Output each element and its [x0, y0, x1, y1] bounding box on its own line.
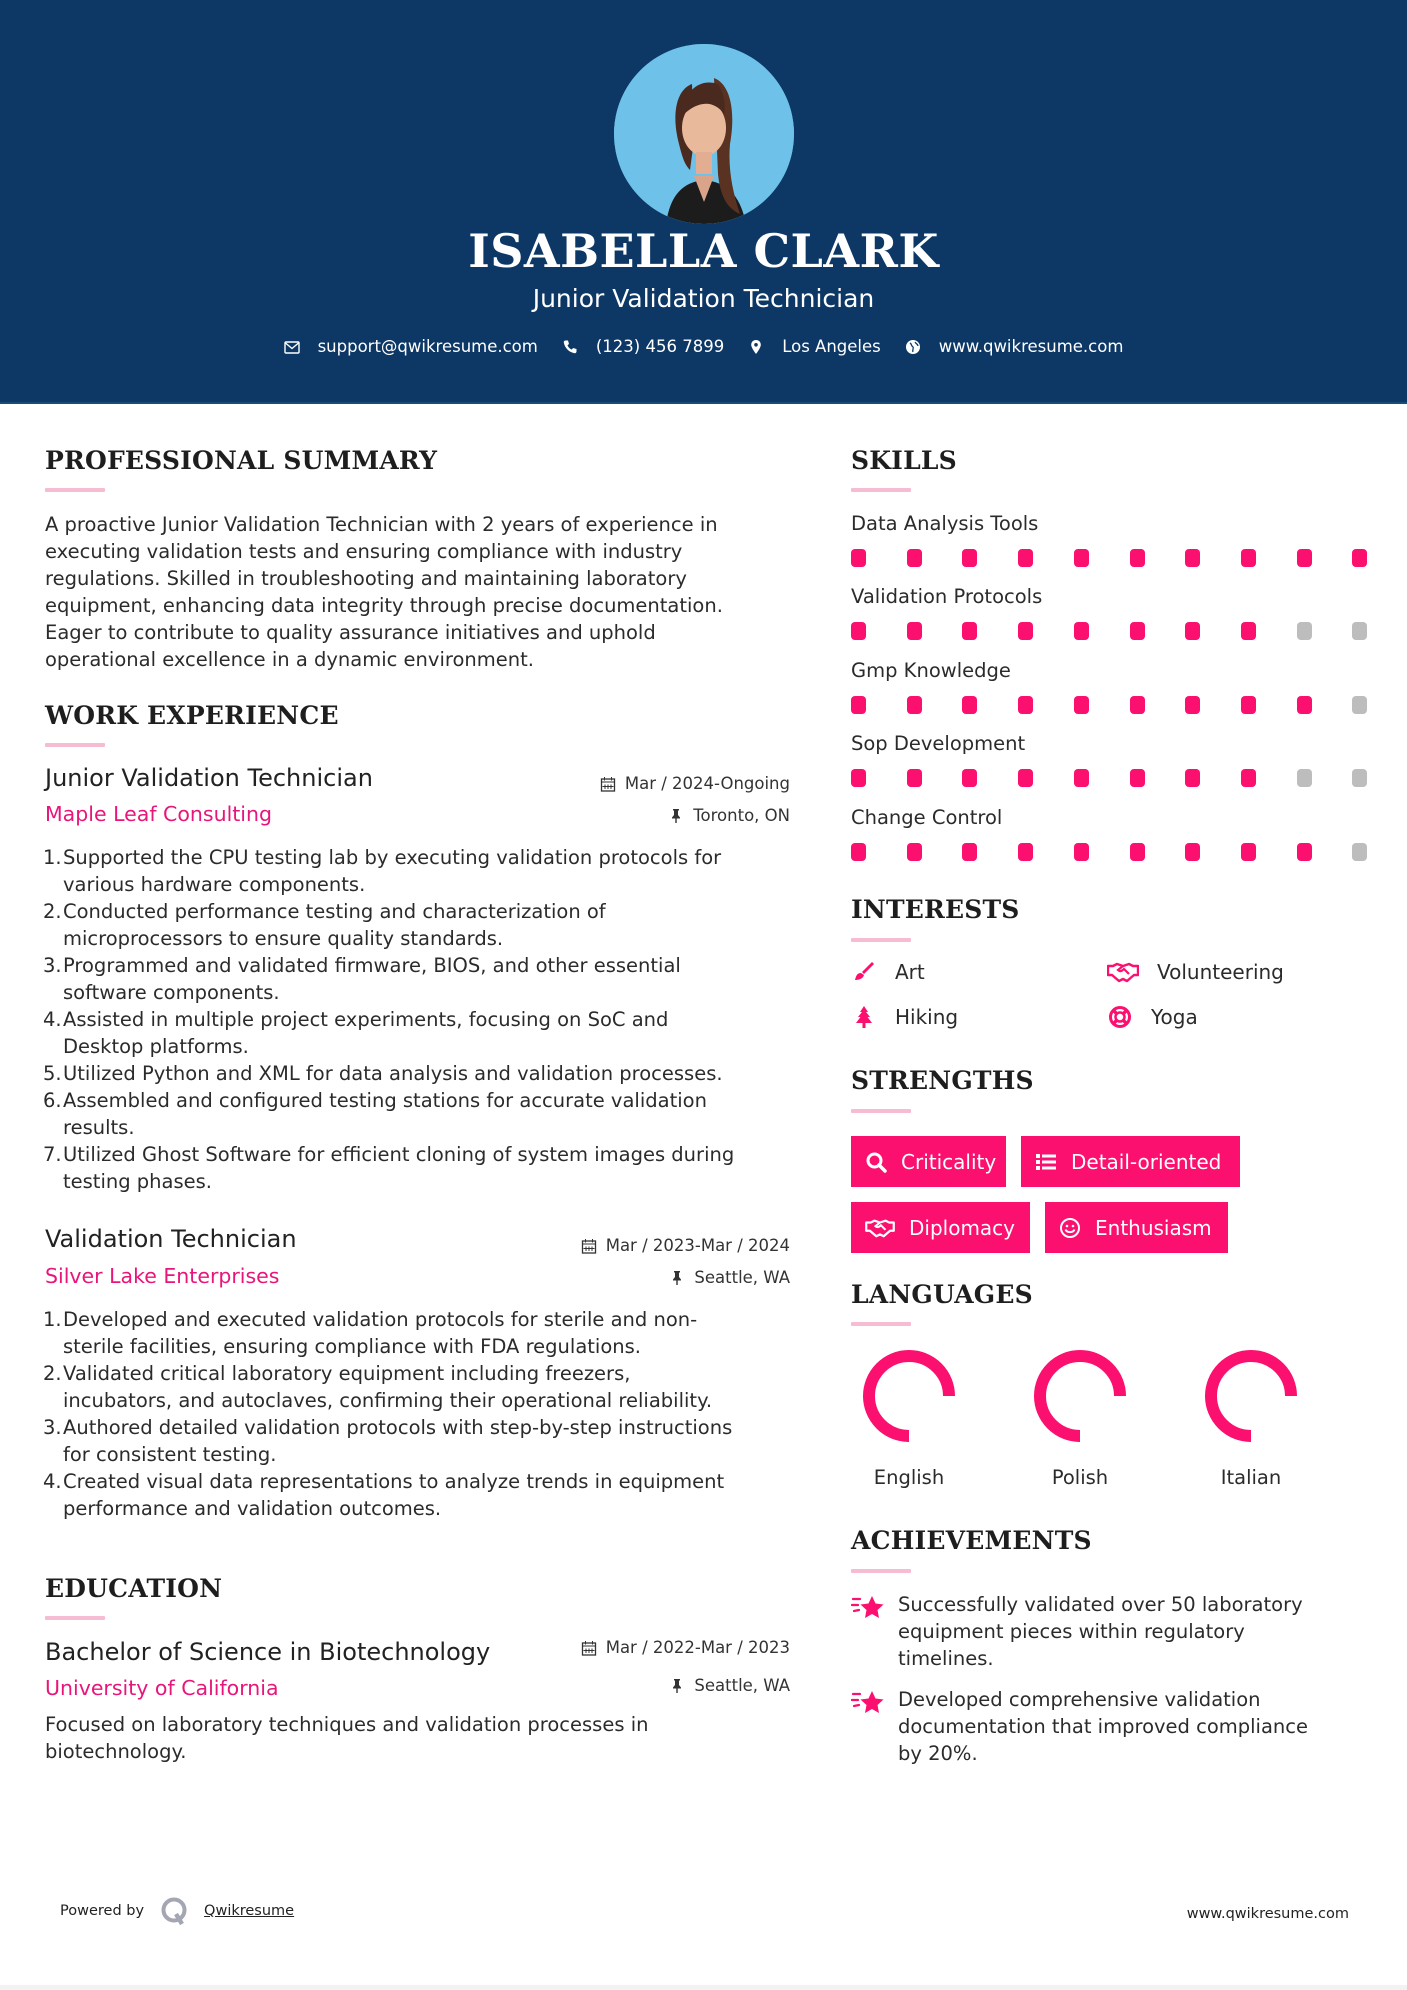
job-location-text: Toronto, ON [693, 806, 790, 825]
interest-yoga: Yoga [1107, 1005, 1198, 1029]
strengths-heading-underline [851, 1109, 911, 1113]
skill-rating [851, 622, 1371, 640]
map-marker-icon [748, 339, 764, 355]
skill-dot-filled [1241, 843, 1256, 861]
skill-dot-filled [1185, 769, 1200, 787]
skill-dot-filled [1018, 843, 1033, 861]
skill-dot-filled [1241, 769, 1256, 787]
interests-heading-underline [851, 938, 911, 942]
responsibility-item: 3. Programmed and validated firmware, BIOS, and other essential software components. [43, 954, 681, 1004]
shooting-star-icon [851, 1686, 885, 1716]
contact-website[interactable] [905, 337, 1124, 356]
job-dates [600, 774, 790, 793]
search-icon [865, 1151, 887, 1173]
experience-heading-underline [45, 743, 105, 747]
skill-dot-filled [1241, 696, 1256, 714]
skill-dot-empty [1352, 769, 1367, 787]
summary-line: regulations. Skilled in troubleshooting and maintaining laboratory [45, 567, 687, 590]
language-italian: Italian [1191, 1348, 1311, 1489]
paintbrush-icon [851, 960, 877, 984]
skill-dot-empty [1297, 622, 1312, 640]
responsibility-item: 1. Developed and executed validation protocols for sterile and non- sterile facilities, ensuring compliance with FDA regulations. [43, 1308, 698, 1358]
pushpin-icon [669, 1270, 685, 1286]
tree-icon [851, 1005, 877, 1029]
languages-heading: LANGUAGES [851, 1280, 1033, 1309]
skill-dot-filled [1074, 769, 1089, 787]
qwikresume-logo-icon [160, 1896, 190, 1926]
job-dates-text: Mar / 2023-Mar / 2024 [605, 1236, 790, 1255]
job-title: Junior Validation Technician [45, 764, 373, 792]
skill-rating [851, 549, 1371, 567]
skill-dot-filled [1130, 622, 1145, 640]
language-proficiency-ring [1203, 1348, 1299, 1444]
phone-text: (123) 456 7899 [595, 337, 725, 356]
strength-chip-enthusiasm: Enthusiasm [1045, 1202, 1228, 1253]
responsibility-item: 2. Validated critical laboratory equipment including freezers, incubators, and autoclaves, confirming their operational reliability. [43, 1362, 713, 1412]
powered-by [60, 1896, 294, 1926]
skill-dot-filled [1130, 769, 1145, 787]
strengths-heading: STRENGTHS [851, 1066, 1034, 1095]
location-text: Los Angeles [782, 337, 881, 356]
calendar-icon [581, 1640, 597, 1656]
interest-art: Art [851, 960, 925, 984]
life-ring-icon [1107, 1005, 1133, 1029]
summary-heading-underline [45, 488, 105, 492]
skill-dot-filled [1018, 622, 1033, 640]
skill-dot-filled [1297, 843, 1312, 861]
summary-line: operational excellence in a dynamic environment. [45, 648, 534, 671]
phone-icon [562, 339, 578, 355]
education-heading: EDUCATION [45, 1574, 223, 1603]
powered-by-label: Powered by [60, 1903, 145, 1919]
strength-chip-diplomacy: Diplomacy [851, 1202, 1030, 1253]
skill-dot-filled [1185, 843, 1200, 861]
page-edge [0, 1985, 1407, 1990]
job-location [668, 806, 790, 825]
skill-dot-filled [851, 622, 866, 640]
skill-dot-empty [1297, 769, 1312, 787]
summary-line: equipment, enhancing data integrity through precise documentation. [45, 594, 723, 617]
company-name: Maple Leaf Consulting [45, 802, 273, 826]
skill-dot-filled [1352, 549, 1367, 567]
skill-label: Gmp Knowledge [851, 659, 1011, 682]
candidate-name: ISABELLA CLARK [468, 224, 939, 278]
responsibility-item: 7. Utilized Ghost Software for efficient cloning of system images during testing phases. [43, 1143, 735, 1193]
summary-heading: PROFESSIONAL SUMMARY [45, 446, 438, 475]
responsibility-item: 1. Supported the CPU testing lab by executing validation protocols for various hardware components. [43, 846, 722, 896]
interest-volunteering: Volunteering [1107, 960, 1284, 984]
education-heading-underline [45, 1616, 105, 1620]
skill-label: Sop Development [851, 732, 1026, 755]
skill-dot-filled [851, 549, 866, 567]
summary-line: executing validation tests and ensuring compliance with industry [45, 540, 683, 563]
skill-dot-filled [851, 843, 866, 861]
skill-label: Data Analysis Tools [851, 512, 1039, 535]
list-icon [1035, 1151, 1057, 1173]
handshake-icon [865, 1217, 895, 1239]
skill-label: Validation Protocols [851, 585, 1043, 608]
skill-label: Change Control [851, 806, 1003, 829]
experience-heading: WORK EXPERIENCE [45, 701, 339, 730]
skill-rating [851, 769, 1371, 787]
smile-icon [1059, 1217, 1081, 1239]
job-title: Validation Technician [45, 1225, 297, 1253]
skills-heading-underline [851, 488, 911, 492]
summary-text [45, 511, 805, 673]
responsibility-item: 5. Utilized Python and XML for data analysis and validation processes. [43, 1062, 723, 1085]
education-dates-text: Mar / 2022-Mar / 2023 [605, 1638, 790, 1657]
strength-chip-criticality: Criticality [851, 1136, 1006, 1187]
skill-dot-filled [962, 622, 977, 640]
calendar-icon [600, 776, 616, 792]
skill-dot-filled [1241, 622, 1256, 640]
contact-location [748, 337, 881, 356]
skill-dot-filled [1074, 622, 1089, 640]
skill-dot-filled [1241, 549, 1256, 567]
job-location-text: Seattle, WA [694, 1268, 790, 1287]
achievement-item: Successfully validated over 50 laboratory equipment pieces within regulatory timelines. [851, 1591, 1371, 1672]
skill-dot-filled [907, 843, 922, 861]
skill-dot-empty [1352, 696, 1367, 714]
skill-dot-filled [1018, 549, 1033, 567]
skill-dot-filled [1185, 622, 1200, 640]
pushpin-icon [669, 1678, 685, 1694]
resume-header [0, 0, 1407, 404]
skill-dot-filled [1185, 696, 1200, 714]
language-proficiency-ring [1032, 1348, 1128, 1444]
skill-dot-filled [1018, 696, 1033, 714]
skill-dot-filled [1297, 549, 1312, 567]
skill-dot-filled [1297, 696, 1312, 714]
skill-rating [851, 843, 1371, 861]
job-responsibilities [45, 1306, 805, 1522]
email-text: support@qwikresume.com [317, 337, 538, 356]
education-location [669, 1676, 790, 1695]
contact-phone[interactable] [562, 337, 724, 356]
calendar-icon [581, 1238, 597, 1254]
job-responsibilities [45, 844, 805, 1195]
language-english: English [849, 1348, 969, 1489]
interest-hiking: Hiking [851, 1005, 958, 1029]
skill-dot-filled [1018, 769, 1033, 787]
summary-line: A proactive Junior Validation Technician with 2 years of experience in [45, 513, 718, 536]
contact-bar [0, 337, 1407, 356]
pushpin-icon [668, 808, 684, 824]
education-dates [581, 1638, 790, 1657]
skill-dot-filled [1130, 549, 1145, 567]
skill-dot-filled [962, 549, 977, 567]
skill-dot-filled [962, 769, 977, 787]
skill-dot-filled [962, 696, 977, 714]
skill-dot-filled [1185, 549, 1200, 567]
responsibility-item: 4. Created visual data representations to analyze trends in equipment performance and validation outcomes. [43, 1470, 725, 1520]
achievements-heading-underline [851, 1569, 911, 1573]
skill-dot-filled [851, 769, 866, 787]
skill-dot-filled [1130, 696, 1145, 714]
job-dates-text: Mar / 2024-Ongoing [624, 774, 790, 793]
job-dates [581, 1236, 790, 1255]
language-proficiency-ring [861, 1348, 957, 1444]
skill-dot-filled [907, 696, 922, 714]
education-location-text: Seattle, WA [694, 1676, 790, 1695]
skills-heading: SKILLS [851, 446, 957, 475]
language-polish: Polish [1020, 1348, 1140, 1489]
skill-dot-filled [907, 549, 922, 567]
interests-heading: INTERESTS [851, 895, 1020, 924]
responsibility-item: 2. Conducted performance testing and characterization of microprocessors to ensure quality standards. [43, 900, 606, 950]
profile-photo [614, 44, 794, 224]
degree-title: Bachelor of Science in Biotechnology [45, 1638, 491, 1666]
languages-heading-underline [851, 1322, 911, 1326]
globe-icon [905, 339, 921, 355]
skill-dot-filled [1130, 843, 1145, 861]
company-name: Silver Lake Enterprises [45, 1264, 280, 1288]
skill-dot-filled [962, 843, 977, 861]
shooting-star-icon [851, 1591, 885, 1621]
skill-dot-filled [1074, 843, 1089, 861]
footer-website[interactable]: www.qwikresume.com [1186, 1906, 1349, 1922]
candidate-title: Junior Validation Technician [532, 284, 875, 313]
contact-email[interactable] [284, 337, 538, 356]
responsibility-item: 4. Assisted in multiple project experiments, focusing on SoC and Desktop platforms. [43, 1008, 669, 1058]
handshake-icon [1107, 960, 1139, 984]
skill-rating [851, 696, 1371, 714]
skill-dot-empty [1352, 622, 1367, 640]
education-description: Focused on laboratory techniques and validation processes in biotechnology. [45, 1713, 649, 1763]
qwikresume-link[interactable]: Qwikresume [204, 1903, 295, 1919]
job-location [669, 1268, 790, 1287]
achievement-item: Developed comprehensive validation documentation that improved compliance by 20%. [851, 1686, 1371, 1767]
responsibility-item: 3. Authored detailed validation protocols with step-by-step instructions for consistent testing. [43, 1416, 733, 1466]
skill-dot-filled [907, 769, 922, 787]
envelope-icon [284, 339, 300, 355]
website-text: www.qwikresume.com [938, 337, 1124, 356]
skill-dot-empty [1352, 843, 1367, 861]
achievements-heading: ACHIEVEMENTS [851, 1526, 1092, 1555]
skill-dot-filled [1074, 549, 1089, 567]
person-photo-icon [614, 44, 794, 224]
school-name: University of California [45, 1676, 279, 1700]
responsibility-item: 6. Assembled and configured testing stations for accurate validation results. [43, 1089, 707, 1139]
skill-dot-filled [907, 622, 922, 640]
skill-dot-filled [851, 696, 866, 714]
strength-chip-detail-oriented: Detail-oriented [1021, 1136, 1240, 1187]
skill-dot-filled [1074, 696, 1089, 714]
summary-line: Eager to contribute to quality assurance initiatives and uphold [45, 621, 656, 644]
